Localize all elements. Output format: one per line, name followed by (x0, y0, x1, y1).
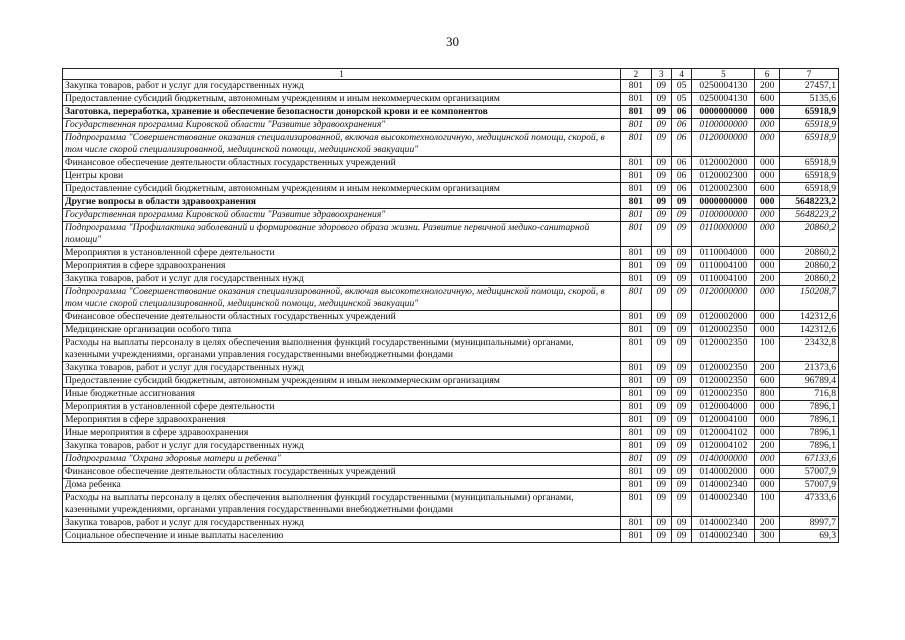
target-article-code-cell: 0120002350 (692, 375, 755, 388)
ministry-code-cell: 801 (621, 492, 652, 517)
table-header-row (63, 69, 839, 80)
table-row (63, 183, 839, 196)
expense-type-code-cell: 600 (755, 183, 779, 196)
subsection-code-cell: 09 (671, 247, 691, 260)
target-article-code-cell: 0110000000 (692, 222, 755, 247)
section-code-cell: 09 (651, 440, 671, 453)
section-code-cell: 09 (651, 106, 671, 119)
target-article-code-cell: 0140002340 (692, 530, 755, 543)
table-row (63, 492, 839, 517)
row-name-cell: Медицинские организации особого типа (63, 324, 621, 337)
section-code-cell: 09 (651, 170, 671, 183)
target-article-code-cell: 0000000000 (692, 196, 755, 209)
ministry-code-cell: 801 (621, 324, 652, 337)
expense-type-code-cell: 000 (755, 466, 779, 479)
ministry-code-cell: 801 (621, 106, 652, 119)
target-article-code-cell: 0120002350 (692, 362, 755, 375)
row-name-cell: Подпрограмма "Профилактика заболеваний и формирование здорового образа жизни. Развитие первичной медико-санитарной помощи" (63, 222, 621, 247)
section-code-cell: 09 (651, 337, 671, 362)
amount-cell: 7896,1 (779, 427, 838, 440)
target-article-code-cell: 0120000000 (692, 286, 755, 311)
ministry-code-cell: 801 (621, 414, 652, 427)
amount-cell: 7896,1 (779, 440, 838, 453)
subsection-code-cell: 09 (671, 260, 691, 273)
expense-type-code-cell: 200 (755, 517, 779, 530)
table-row (63, 324, 839, 337)
expense-type-code-cell: 000 (755, 427, 779, 440)
subsection-code-cell: 09 (671, 401, 691, 414)
ministry-code-cell: 801 (621, 517, 652, 530)
column-header: 6 (755, 69, 779, 80)
ministry-code-cell: 801 (621, 157, 652, 170)
section-code-cell: 09 (651, 375, 671, 388)
ministry-code-cell: 801 (621, 80, 652, 93)
table-row (63, 93, 839, 106)
expense-type-code-cell: 000 (755, 209, 779, 222)
row-name-cell: Государственная программа Кировской области "Развитие здравоохранения" (63, 209, 621, 222)
ministry-code-cell: 801 (621, 260, 652, 273)
expense-type-code-cell: 300 (755, 530, 779, 543)
target-article-code-cell: 0120002350 (692, 388, 755, 401)
amount-cell: 7896,1 (779, 414, 838, 427)
column-header: 4 (671, 69, 691, 80)
section-code-cell: 09 (651, 401, 671, 414)
row-name-cell: Закупка товаров, работ и услуг для государственных нужд (63, 362, 621, 375)
subsection-code-cell: 09 (671, 337, 691, 362)
row-name-cell: Закупка товаров, работ и услуг для государственных нужд (63, 517, 621, 530)
ministry-code-cell: 801 (621, 401, 652, 414)
section-code-cell: 09 (651, 324, 671, 337)
target-article-code-cell: 0110004100 (692, 260, 755, 273)
subsection-code-cell: 06 (671, 157, 691, 170)
ministry-code-cell: 801 (621, 453, 652, 466)
ministry-code-cell: 801 (621, 466, 652, 479)
section-code-cell: 09 (651, 183, 671, 196)
section-code-cell: 09 (651, 157, 671, 170)
subsection-code-cell: 09 (671, 196, 691, 209)
target-article-code-cell: 0120000000 (692, 132, 755, 157)
amount-cell: 5648223,2 (779, 196, 838, 209)
subsection-code-cell: 09 (671, 453, 691, 466)
section-code-cell: 09 (651, 93, 671, 106)
table-row (63, 157, 839, 170)
section-code-cell: 09 (651, 492, 671, 517)
table-row (63, 80, 839, 93)
subsection-code-cell: 09 (671, 440, 691, 453)
subsection-code-cell: 09 (671, 273, 691, 286)
expense-type-code-cell: 000 (755, 453, 779, 466)
section-code-cell: 09 (651, 247, 671, 260)
expense-type-code-cell: 200 (755, 273, 779, 286)
amount-cell: 57007,9 (779, 479, 838, 492)
amount-cell: 20860,2 (779, 247, 838, 260)
subsection-code-cell: 09 (671, 209, 691, 222)
target-article-code-cell: 0120004000 (692, 401, 755, 414)
row-name-cell: Центры крови (63, 170, 621, 183)
table-row (63, 260, 839, 273)
row-name-cell: Закупка товаров, работ и услуг для государственных нужд (63, 80, 621, 93)
ministry-code-cell: 801 (621, 132, 652, 157)
column-header: 2 (621, 69, 652, 80)
subsection-code-cell: 06 (671, 183, 691, 196)
expense-type-code-cell: 000 (755, 286, 779, 311)
section-code-cell: 09 (651, 222, 671, 247)
table-row (63, 119, 839, 132)
expense-type-code-cell: 000 (755, 414, 779, 427)
expense-type-code-cell: 000 (755, 119, 779, 132)
row-name-cell: Заготовка, переработка, хранение и обеспечение безопасности донорской крови и ее компонентов (63, 106, 621, 119)
expense-type-code-cell: 000 (755, 479, 779, 492)
subsection-code-cell: 05 (671, 80, 691, 93)
amount-cell: 65918,9 (779, 132, 838, 157)
table-row (63, 106, 839, 119)
expense-type-code-cell: 100 (755, 492, 779, 517)
ministry-code-cell: 801 (621, 183, 652, 196)
row-name-cell: Мероприятия в сфере здравоохранения (63, 260, 621, 273)
target-article-code-cell: 0100000000 (692, 209, 755, 222)
target-article-code-cell: 0000000000 (692, 106, 755, 119)
section-code-cell: 09 (651, 388, 671, 401)
amount-cell: 150208,7 (779, 286, 838, 311)
amount-cell: 20860,2 (779, 222, 838, 247)
subsection-code-cell: 09 (671, 466, 691, 479)
row-name-cell: Закупка товаров, работ и услуг для государственных нужд (63, 273, 621, 286)
subsection-code-cell: 09 (671, 324, 691, 337)
ministry-code-cell: 801 (621, 209, 652, 222)
table-row (63, 530, 839, 543)
ministry-code-cell: 801 (621, 93, 652, 106)
section-code-cell: 09 (651, 453, 671, 466)
table-row (63, 286, 839, 311)
row-name-cell: Подпрограмма "Совершенствование оказания специализированной, включая высокотехнологичную, медицинской помощи, скорой, в том числе скорой специализированной, медицинской помощи, медицинской эвакуации" (63, 132, 621, 157)
target-article-code-cell: 0140002340 (692, 492, 755, 517)
target-article-code-cell: 0120002300 (692, 183, 755, 196)
row-name-cell: Финансовое обеспечение деятельности областных государственных учреждений (63, 311, 621, 324)
subsection-code-cell: 06 (671, 132, 691, 157)
ministry-code-cell: 801 (621, 479, 652, 492)
amount-cell: 21373,6 (779, 362, 838, 375)
expense-type-code-cell: 800 (755, 388, 779, 401)
subsection-code-cell: 09 (671, 362, 691, 375)
row-name-cell: Предоставление субсидий бюджетным, автономным учреждениям и иным некоммерческим организациям (63, 183, 621, 196)
section-code-cell: 09 (651, 273, 671, 286)
amount-cell: 65918,9 (779, 170, 838, 183)
subsection-code-cell: 09 (671, 388, 691, 401)
subsection-code-cell: 06 (671, 119, 691, 132)
amount-cell: 65918,9 (779, 106, 838, 119)
amount-cell: 57007,9 (779, 466, 838, 479)
expense-type-code-cell: 000 (755, 132, 779, 157)
ministry-code-cell: 801 (621, 388, 652, 401)
section-code-cell: 09 (651, 362, 671, 375)
row-name-cell: Предоставление субсидий бюджетным, автономным учреждениям и иным некоммерческим организациям (63, 375, 621, 388)
row-name-cell: Расходы на выплаты персоналу в целях обеспечения выполнения функций государственными (муниципальными) органами, казенными учреждениями, органами управления государственными внебюджетными фондами (63, 492, 621, 517)
subsection-code-cell: 09 (671, 286, 691, 311)
ministry-code-cell: 801 (621, 119, 652, 132)
table-row (63, 170, 839, 183)
amount-cell: 20860,2 (779, 260, 838, 273)
target-article-code-cell: 0100000000 (692, 119, 755, 132)
row-name-cell: Дома ребенка (63, 479, 621, 492)
section-code-cell: 09 (651, 466, 671, 479)
target-article-code-cell: 0120002000 (692, 311, 755, 324)
expense-type-code-cell: 000 (755, 157, 779, 170)
page-number: 30 (446, 34, 459, 49)
section-code-cell: 09 (651, 132, 671, 157)
row-name-cell: Другие вопросы в области здравоохранения (63, 196, 621, 209)
table-row (63, 427, 839, 440)
row-name-cell: Иные бюджетные ассигнования (63, 388, 621, 401)
amount-cell: 20860,2 (779, 273, 838, 286)
table-row (63, 132, 839, 157)
subsection-code-cell: 05 (671, 93, 691, 106)
ministry-code-cell: 801 (621, 170, 652, 183)
table-row (63, 196, 839, 209)
section-code-cell: 09 (651, 530, 671, 543)
table-row (63, 401, 839, 414)
expense-type-code-cell: 000 (755, 222, 779, 247)
target-article-code-cell: 0120002350 (692, 337, 755, 362)
subsection-code-cell: 06 (671, 106, 691, 119)
target-article-code-cell: 0120002350 (692, 324, 755, 337)
amount-cell: 27457,1 (779, 80, 838, 93)
amount-cell: 65918,9 (779, 157, 838, 170)
section-code-cell: 09 (651, 311, 671, 324)
target-article-code-cell: 0110004000 (692, 247, 755, 260)
amount-cell: 65918,9 (779, 119, 838, 132)
amount-cell: 716,8 (779, 388, 838, 401)
target-article-code-cell: 0120002000 (692, 157, 755, 170)
row-name-cell: Финансовое обеспечение деятельности областных государственных учреждений (63, 466, 621, 479)
target-article-code-cell: 0140002000 (692, 466, 755, 479)
section-code-cell: 09 (651, 517, 671, 530)
target-article-code-cell: 0140002340 (692, 479, 755, 492)
row-name-cell: Мероприятия в установленной сфере деятельности (63, 247, 621, 260)
target-article-code-cell: 0120004100 (692, 414, 755, 427)
table-row (63, 222, 839, 247)
amount-cell: 23432,8 (779, 337, 838, 362)
amount-cell: 96789,4 (779, 375, 838, 388)
row-name-cell: Мероприятия в сфере здравоохранения (63, 414, 621, 427)
target-article-code-cell: 0120004102 (692, 440, 755, 453)
expense-type-code-cell: 000 (755, 324, 779, 337)
ministry-code-cell: 801 (621, 375, 652, 388)
section-code-cell: 09 (651, 196, 671, 209)
table-row (63, 337, 839, 362)
target-article-code-cell: 0140002340 (692, 517, 755, 530)
expense-type-code-cell: 000 (755, 196, 779, 209)
expense-type-code-cell: 000 (755, 401, 779, 414)
expense-type-code-cell: 000 (755, 106, 779, 119)
subsection-code-cell: 09 (671, 414, 691, 427)
amount-cell: 47333,6 (779, 492, 838, 517)
target-article-code-cell: 0250004130 (692, 93, 755, 106)
target-article-code-cell: 0140000000 (692, 453, 755, 466)
row-name-cell: Финансовое обеспечение деятельности областных государственных учреждений (63, 157, 621, 170)
section-code-cell: 09 (651, 119, 671, 132)
amount-cell: 5648223,2 (779, 209, 838, 222)
row-name-cell: Иные мероприятия в сфере здравоохранения (63, 427, 621, 440)
subsection-code-cell: 09 (671, 492, 691, 517)
table-row (63, 479, 839, 492)
ministry-code-cell: 801 (621, 311, 652, 324)
subsection-code-cell: 09 (671, 427, 691, 440)
subsection-code-cell: 09 (671, 311, 691, 324)
target-article-code-cell: 0120004102 (692, 427, 755, 440)
subsection-code-cell: 09 (671, 517, 691, 530)
row-name-cell: Расходы на выплаты персоналу в целях обеспечения выполнения функций государственными (муниципальными) органами, казенными учреждениями, органами управления государственными внебюджетными фондами (63, 337, 621, 362)
table-row (63, 466, 839, 479)
section-code-cell: 09 (651, 427, 671, 440)
ministry-code-cell: 801 (621, 530, 652, 543)
target-article-code-cell: 0110004100 (692, 273, 755, 286)
ministry-code-cell: 801 (621, 440, 652, 453)
amount-cell: 5135,6 (779, 93, 838, 106)
subsection-code-cell: 09 (671, 530, 691, 543)
ministry-code-cell: 801 (621, 273, 652, 286)
table-row (63, 273, 839, 286)
table-row (63, 209, 839, 222)
amount-cell: 142312,6 (779, 324, 838, 337)
table-row (63, 440, 839, 453)
expense-type-code-cell: 100 (755, 337, 779, 362)
expense-type-code-cell: 200 (755, 440, 779, 453)
ministry-code-cell: 801 (621, 362, 652, 375)
expense-type-code-cell: 600 (755, 375, 779, 388)
subsection-code-cell: 09 (671, 222, 691, 247)
expense-type-code-cell: 000 (755, 311, 779, 324)
subsection-code-cell: 06 (671, 170, 691, 183)
table-row (63, 362, 839, 375)
amount-cell: 69,3 (779, 530, 838, 543)
amount-cell: 7896,1 (779, 401, 838, 414)
amount-cell: 67133,6 (779, 453, 838, 466)
target-article-code-cell: 0120002300 (692, 170, 755, 183)
table-row (63, 453, 839, 466)
table-row (63, 414, 839, 427)
column-header: 5 (692, 69, 755, 80)
column-header: 3 (651, 69, 671, 80)
ministry-code-cell: 801 (621, 196, 652, 209)
section-code-cell: 09 (651, 286, 671, 311)
expense-type-code-cell: 000 (755, 247, 779, 260)
row-name-cell: Государственная программа Кировской области "Развитие здравоохранения" (63, 119, 621, 132)
budget-table (62, 68, 839, 543)
expense-type-code-cell: 600 (755, 93, 779, 106)
expense-type-code-cell: 000 (755, 170, 779, 183)
ministry-code-cell: 801 (621, 222, 652, 247)
table-row (63, 375, 839, 388)
table-body (63, 80, 839, 543)
row-name-cell: Подпрограмма "Совершенствование оказания специализированной, включая высокотехнологичную, медицинской помощи, скорой, в том числе скорой специализированной, медицинской помощи, медицинской эвакуации" (63, 286, 621, 311)
ministry-code-cell: 801 (621, 427, 652, 440)
table-row (63, 311, 839, 324)
section-code-cell: 09 (651, 414, 671, 427)
row-name-cell: Мероприятия в установленной сфере деятельности (63, 401, 621, 414)
target-article-code-cell: 0250004130 (692, 80, 755, 93)
table-row (63, 247, 839, 260)
column-header: 1 (63, 69, 621, 80)
section-code-cell: 09 (651, 80, 671, 93)
section-code-cell: 09 (651, 479, 671, 492)
amount-cell: 8997,7 (779, 517, 838, 530)
section-code-cell: 09 (651, 209, 671, 222)
row-name-cell: Закупка товаров, работ и услуг для государственных нужд (63, 440, 621, 453)
subsection-code-cell: 09 (671, 479, 691, 492)
expense-type-code-cell: 200 (755, 80, 779, 93)
row-name-cell: Социальное обеспечение и иные выплаты населению (63, 530, 621, 543)
section-code-cell: 09 (651, 260, 671, 273)
ministry-code-cell: 801 (621, 247, 652, 260)
ministry-code-cell: 801 (621, 286, 652, 311)
table-row (63, 388, 839, 401)
amount-cell: 65918,9 (779, 183, 838, 196)
ministry-code-cell: 801 (621, 337, 652, 362)
expense-type-code-cell: 000 (755, 260, 779, 273)
table-row (63, 517, 839, 530)
column-header: 7 (779, 69, 838, 80)
row-name-cell: Предоставление субсидий бюджетным, автономным учреждениям и иным некоммерческим организациям (63, 93, 621, 106)
expense-type-code-cell: 200 (755, 362, 779, 375)
subsection-code-cell: 09 (671, 375, 691, 388)
row-name-cell: Подпрограмма "Охрана здоровья матери и ребенка" (63, 453, 621, 466)
amount-cell: 142312,6 (779, 311, 838, 324)
